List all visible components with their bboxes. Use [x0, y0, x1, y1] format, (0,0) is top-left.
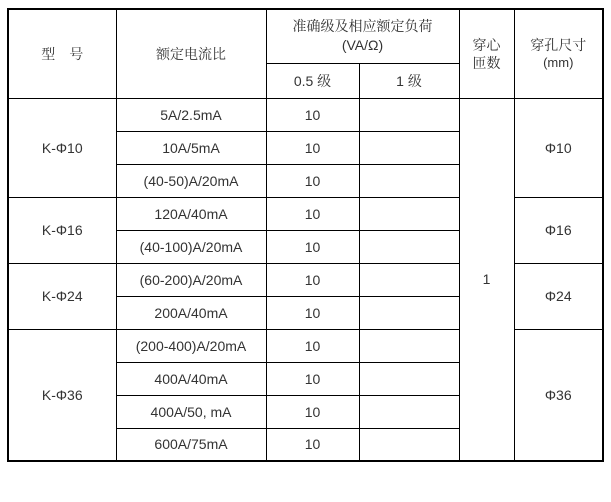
class1-cell — [359, 263, 459, 296]
table-row — [8, 98, 603, 131]
turns-cell: 1 — [459, 98, 514, 461]
class05-cell: 10 — [266, 197, 359, 230]
class1-cell — [359, 197, 459, 230]
ratio-cell: (40-50)A/20mA — [116, 164, 266, 197]
header-turns-line2: 匝数 — [472, 54, 501, 71]
class1-cell — [359, 296, 459, 329]
ratio-cell: 10A/5mA — [116, 131, 266, 164]
hole-size-cell: Φ16 — [514, 197, 603, 263]
class1-cell — [359, 362, 459, 395]
hole-size-cell: Φ36 — [514, 329, 603, 461]
class1-cell — [359, 329, 459, 362]
header-hole-line1: 穿孔尺寸 — [530, 36, 587, 53]
class05-cell: 10 — [266, 395, 359, 428]
header-ratio: 额定电流比 — [116, 9, 266, 98]
class1-cell — [359, 131, 459, 164]
hole-size-cell: Φ24 — [514, 263, 603, 329]
class1-cell — [359, 395, 459, 428]
class05-cell: 10 — [266, 230, 359, 263]
header-class-05: 0.5 级 — [266, 63, 359, 98]
model-cell: K-Φ36 — [8, 329, 116, 461]
ratio-cell: (60-200)A/20mA — [116, 263, 266, 296]
header-class-1: 1 级 — [359, 63, 459, 98]
model-cell: K-Φ10 — [8, 98, 116, 197]
ratio-cell: (40-100)A/20mA — [116, 230, 266, 263]
class1-cell — [359, 230, 459, 263]
class05-cell: 10 — [266, 428, 359, 461]
class05-cell: 10 — [266, 296, 359, 329]
spec-table — [7, 8, 604, 462]
class1-cell — [359, 428, 459, 461]
class05-cell: 10 — [266, 98, 359, 131]
header-hole-size — [514, 9, 603, 98]
header-accuracy — [266, 9, 459, 63]
ratio-cell: 600A/75mA — [116, 428, 266, 461]
ratio-cell: 5A/2.5mA — [116, 98, 266, 131]
model-cell: K-Φ16 — [8, 197, 116, 263]
header-row-top — [8, 9, 603, 63]
header-accuracy-line2: (VA/Ω) — [341, 37, 384, 54]
ratio-cell: 400A/40mA — [116, 362, 266, 395]
header-turns — [459, 9, 514, 98]
header-turns-line1: 穿心 — [472, 36, 501, 53]
ratio-cell: 200A/40mA — [116, 296, 266, 329]
header-hole-line2: (mm) — [543, 54, 574, 70]
hole-size-cell: Φ10 — [514, 98, 603, 197]
class05-cell: 10 — [266, 263, 359, 296]
ratio-cell: 400A/50, mA — [116, 395, 266, 428]
class05-cell: 10 — [266, 131, 359, 164]
class05-cell: 10 — [266, 362, 359, 395]
header-model: 型 号 — [8, 9, 116, 98]
table-row — [8, 197, 603, 230]
class05-cell: 10 — [266, 164, 359, 197]
ratio-cell: (200-400)A/20mA — [116, 329, 266, 362]
class1-cell — [359, 164, 459, 197]
class1-cell — [359, 98, 459, 131]
header-accuracy-line1: 准确级及相应额定负荷 — [292, 18, 433, 35]
table-row — [8, 329, 603, 362]
model-cell: K-Φ24 — [8, 263, 116, 329]
class05-cell: 10 — [266, 329, 359, 362]
table-row — [8, 263, 603, 296]
ratio-cell: 120A/40mA — [116, 197, 266, 230]
